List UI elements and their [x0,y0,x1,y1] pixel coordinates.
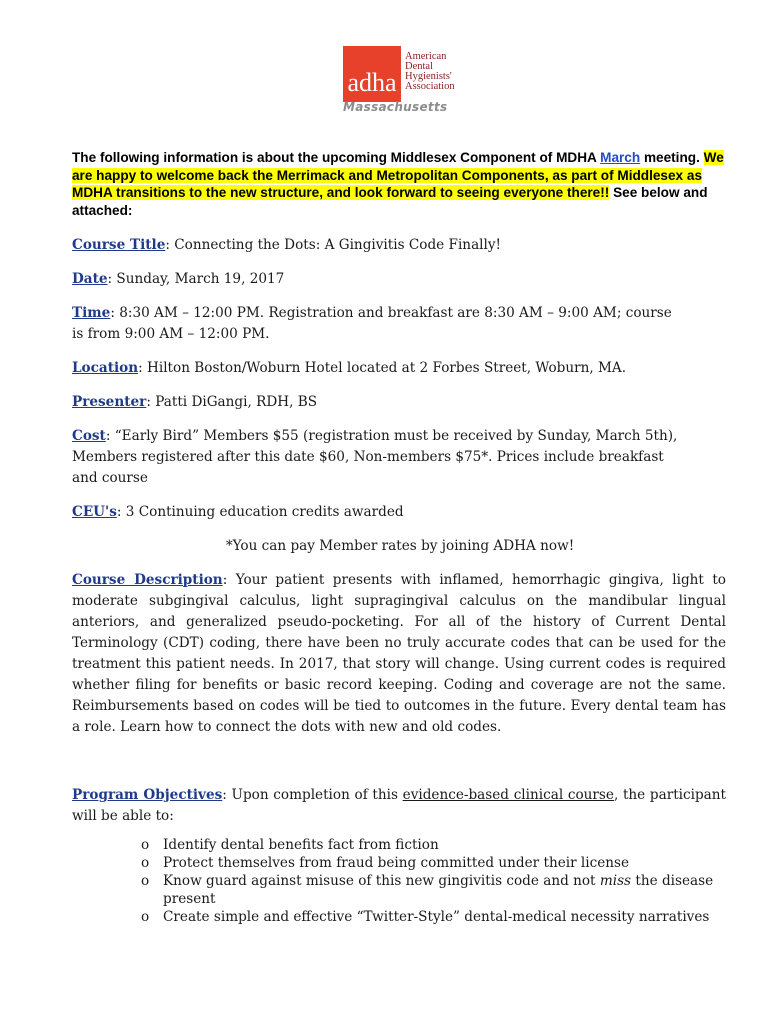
cost-value-cont: Members registered after this date $60, Non-members $75*. Prices include breakfast [72,449,664,465]
list-item [138,908,738,926]
march-link[interactable]: March [600,150,641,165]
cost-value-cont: and course [72,470,148,486]
course-title-line [72,235,732,256]
bullet-icon: o [141,855,150,871]
bullet-icon: o [141,837,150,853]
ceus-line [72,502,732,523]
program-objectives-lead: : Upon completion of this [222,787,403,803]
logo-org-line: American [405,51,447,62]
ceus-label: CEU's [72,504,117,520]
evidence-based-course-link[interactable]: evidence-based clinical course [402,787,614,803]
date-label: Date [72,271,108,287]
time-line [72,303,732,345]
time-label: Time [72,305,111,321]
intro-highlight: We are happy to welcome back the Merrimack and Metropolitan Components, as part of Middlesex as MDHA transitions to the new structure, and look forward to seeing everyone there!! [72,150,724,200]
objective-text: Identify dental benefits fact from fiction [163,837,439,853]
objective-text: Know guard against misuse of this new gingivitis code and not [163,873,600,889]
location-line [72,358,732,379]
intro-paragraph [72,149,732,219]
ceus-value: : 3 Continuing education credits awarded [116,504,404,520]
list-item [138,836,738,854]
intro-after-link: meeting. [640,150,700,165]
intro-tail: See below and attached: [72,185,708,218]
cost-value: : “Early Bird” Members $55 (registration must be received by Sunday, March 5th), [105,428,678,444]
objectives-list [138,836,738,926]
cost-label: Cost [72,428,106,444]
member-rates-note: *You can pay Member rates by joining ADHA now! [225,538,575,554]
time-value-cont: is from 9:00 AM – 12:00 PM. [72,326,270,342]
logo-org-name [405,52,455,92]
list-item [138,854,738,872]
cost-line [72,426,732,489]
objective-text: Create simple and effective “Twitter-Style” dental-medical necessity narratives [163,909,710,925]
course-description [72,570,726,738]
bullet-icon: o [141,873,150,889]
date-value: : Sunday, March 19, 2017 [107,271,285,287]
logo-mark-text: adha [347,68,397,97]
adha-logo [341,44,471,118]
logo-state: Massachusetts [343,100,448,114]
location-label: Location [72,360,139,376]
course-title-label: Course Title [72,237,166,253]
location-value: : Hilton Boston/Woburn Hotel located at 2 Forbes Street, Woburn, MA. [138,360,627,376]
logo-org-line: Hygienists' [405,71,452,82]
objective-emphasis: miss [599,873,632,889]
presenter-value: : Patti DiGangi, RDH, BS [146,394,318,410]
adha-logo-mark [343,46,401,102]
bullet-icon: o [141,909,150,925]
course-description-label: Course Description [72,572,223,588]
objective-text-cont: the disease present [163,873,714,907]
date-line [72,269,732,290]
time-value: : 8:30 AM – 12:00 PM. Registration and breakfast are 8:30 AM – 9:00 AM; course [110,305,672,321]
logo-org-line: Dental [405,61,433,72]
presenter-label: Presenter [72,394,147,410]
objective-text: Protect themselves from fraud being committed under their license [163,855,630,871]
presenter-line [72,392,732,413]
program-objectives-tail: , the participant will be able to: [72,787,726,824]
logo-org-line: Association [405,81,455,92]
program-objectives-label: Program Objectives [72,787,223,803]
list-item [138,872,738,908]
program-objectives [72,785,726,827]
course-title-value: : Connecting the Dots: A Gingivitis Code Finally! [165,237,502,253]
intro-lead: The following information is about the upcoming Middlesex Component of MDHA [72,150,601,165]
course-description-text: : Your patient presents with inflamed, hemorrhagic gingiva, light to moderate subgingival calculus, light supragingival calculus on the mandibular lingual anteriors, and generalized pseudo-pocketing. For all of the history of Current Dental Terminology (CDT) coding, there have been no truly accurate codes that can be used for the treatment this patient needs. In 2017, that story will change. Using current codes is required whether filing for benefits or basic record keeping. Coding and coverage are not the same. Reimbursements based on codes will be tied to outcomes in the future. Every dental team has a role. Learn how to connect the dots with new and old codes. [72,572,726,735]
